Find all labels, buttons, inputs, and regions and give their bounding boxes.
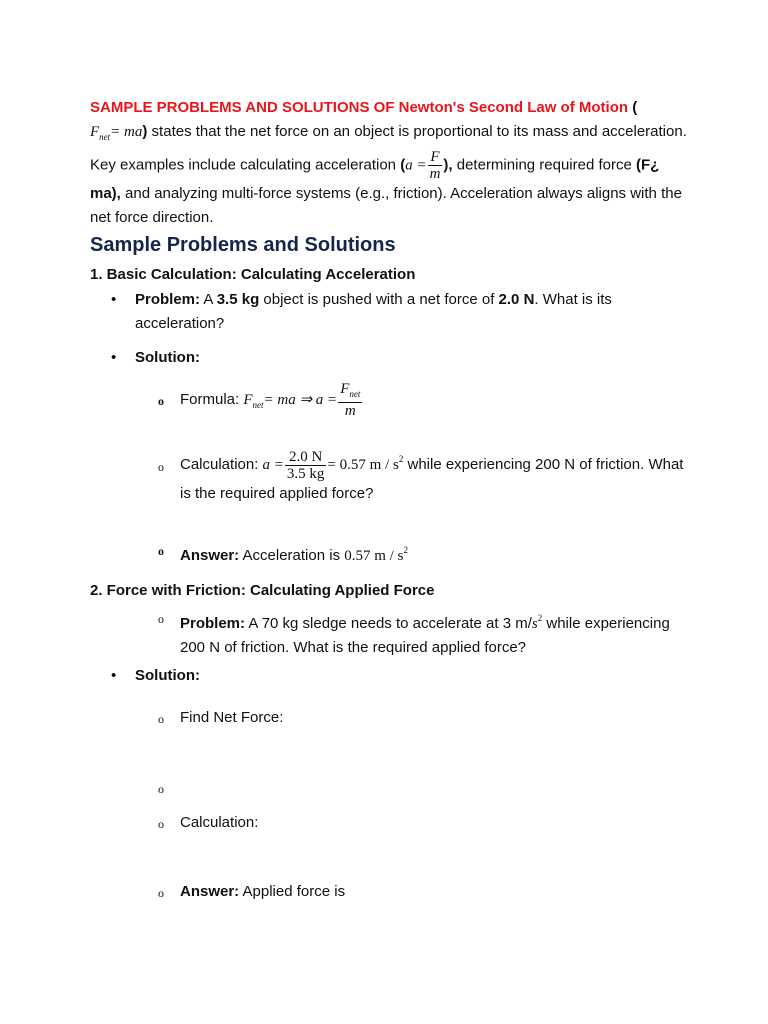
formula-label: Formula:: [180, 391, 244, 408]
circle-marker: o: [158, 711, 164, 726]
list-item-problem-1: [111, 288, 690, 336]
intro-open-paren: (: [632, 99, 638, 116]
intro-paragraph: [90, 96, 690, 230]
formula-sub: net: [252, 400, 264, 410]
intro-accel-num: F: [428, 149, 443, 166]
solution-label: Solution:: [135, 349, 200, 366]
formula-lhs: F: [243, 392, 253, 408]
formula-fraction: [338, 381, 362, 419]
formula-mid: = ma ⇒ a =: [263, 392, 338, 408]
answer-2-text: Applied force is: [239, 882, 346, 900]
problem-2-text: A 70 kg sledge needs to accelerate at 3 m/: [245, 614, 532, 632]
list-item-formula: [158, 380, 690, 425]
intro-accel-lhs: a =: [405, 157, 427, 174]
formula-num-F: F: [340, 381, 350, 398]
intro-eq-F: F: [90, 124, 100, 140]
list-item-answer-1: [158, 538, 690, 568]
intro-accel-fraction: [428, 149, 443, 182]
intro-text-3: and analyzing multi-force systems (e.g., friction). Acceleration always aligns with the net force direction.: [90, 185, 682, 226]
section-2-title: 2. Force with Friction: Calculating Applied Force: [90, 581, 435, 599]
intro-accel-den: m: [429, 166, 441, 182]
list-item-problem-2: [158, 606, 690, 660]
problem-text: A: [200, 291, 217, 308]
list-item-calculation-2: [158, 811, 690, 835]
intro-title: SAMPLE PROBLEMS AND SOLUTIONS OF Newton's Second Law of Motion: [90, 99, 629, 116]
circle-marker: o: [158, 394, 164, 408]
answer-value: 0.57 m / s: [344, 547, 404, 564]
problem-2-s: s: [531, 615, 538, 632]
intro-text-2: determining required force: [452, 156, 637, 174]
answer-label: Answer:: [180, 546, 240, 564]
list-item-solution-1: [111, 346, 690, 370]
formula-den: m: [344, 403, 356, 420]
bullet-marker: •: [111, 666, 117, 684]
problem-mass: 3.5 kg: [216, 291, 260, 308]
problem-label: Problem:: [135, 291, 201, 308]
intro-accel-close: ),: [443, 156, 453, 174]
section-heading: Sample Problems and Solutions: [90, 234, 396, 256]
calc-num: 2.0 N: [285, 449, 327, 466]
calc-result: = 0.57 m / s: [327, 457, 399, 473]
intro-text-1: states that the net force on an object is proportional to its mass and acceleration. Key examples include calculating acceleration: [90, 123, 687, 174]
calc-2-label: Calculation:: [180, 813, 259, 831]
intro-force-eq: (F¿ ma),: [90, 156, 660, 202]
calc-label: Calculation:: [180, 456, 263, 473]
list-item-find-net: [158, 706, 690, 730]
calc-den: 3.5 kg: [286, 465, 325, 482]
solution-2-label: Solution:: [135, 666, 200, 684]
problem-2-exp: 2: [537, 612, 543, 623]
answer-2-label: Answer:: [180, 882, 240, 900]
problem-text: . What is its acceleration?: [135, 291, 612, 332]
calc-lhs: a =: [262, 457, 284, 473]
circle-marker: o: [158, 460, 164, 474]
circle-marker: o: [158, 781, 164, 796]
intro-close-paren: ): [142, 123, 148, 140]
problem-text: object is pushed with a net force of: [259, 291, 499, 308]
document-page: [90, 96, 690, 904]
problem-force: 2.0 N: [498, 291, 535, 308]
list-item-empty: [158, 776, 690, 800]
list-item-calculation: [158, 447, 690, 506]
section-1-title: 1. Basic Calculation: Calculating Acceleration: [90, 266, 416, 283]
intro-eq-rest: = ma: [110, 124, 143, 140]
answer-text: Acceleration is: [239, 546, 345, 564]
problem-2-label: Problem:: [180, 614, 246, 632]
bullet-marker: •: [111, 291, 117, 308]
intro-accel-open: (: [400, 156, 406, 174]
find-net-label: Find Net Force:: [180, 708, 284, 726]
circle-marker: o: [158, 816, 164, 831]
formula-num-sub: net: [349, 389, 361, 400]
intro-eq-net: net: [99, 132, 111, 142]
bullet-marker: •: [111, 349, 117, 366]
problem-2-text: while experiencing 200 N of friction. What is the required applied force?: [180, 614, 670, 656]
circle-marker: o: [158, 885, 164, 900]
circle-marker: o: [158, 543, 164, 558]
formula-num: [338, 381, 362, 403]
calc-trailing: while experiencing 200 N of friction. What is the required applied force?: [180, 456, 684, 502]
list-item-answer-2: [158, 880, 690, 904]
calc-exp: 2: [398, 454, 404, 464]
list-item-solution-2: [111, 664, 690, 688]
circle-marker: o: [158, 611, 164, 626]
answer-exp: 2: [403, 544, 408, 555]
calc-fraction: [285, 449, 327, 482]
